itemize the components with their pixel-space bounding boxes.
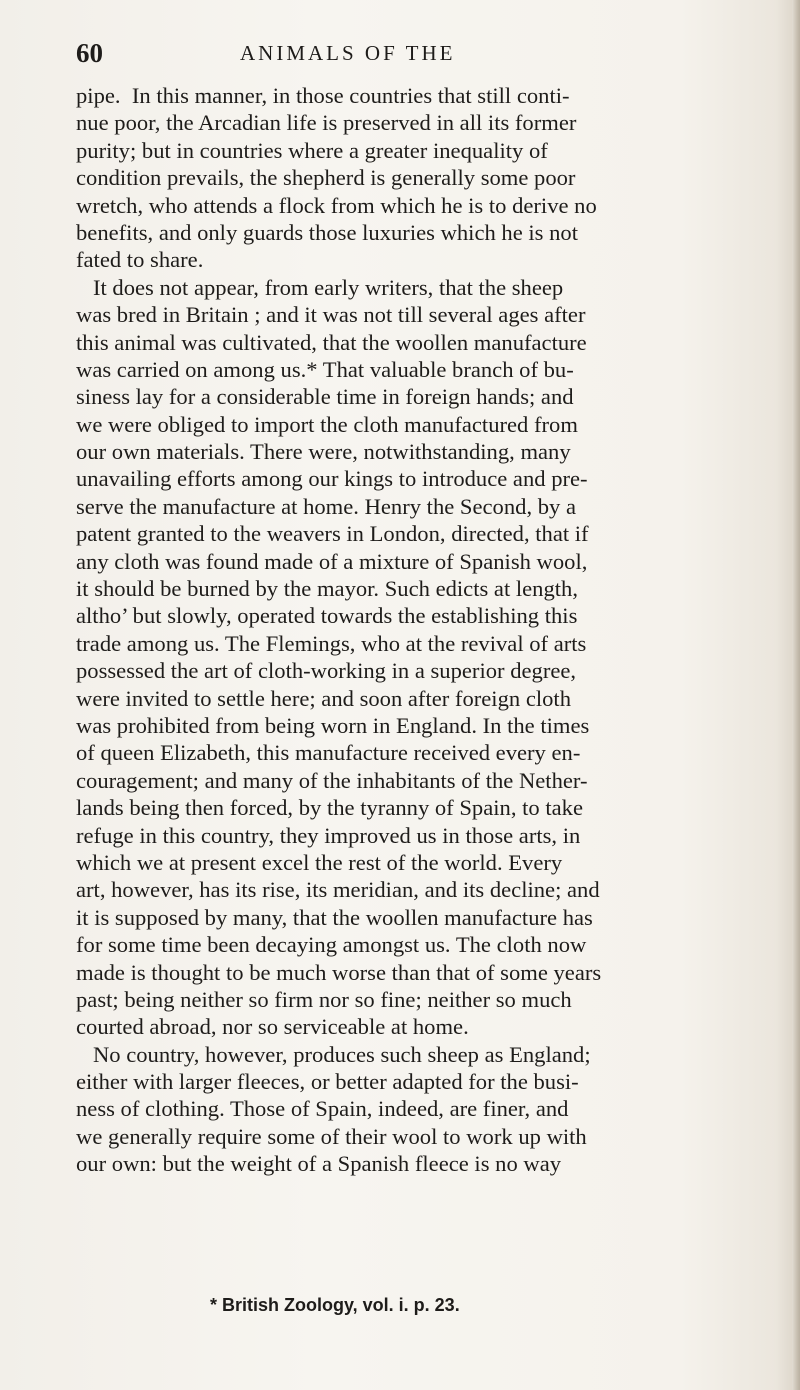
text-line: of queen Elizabeth, this manufacture received every en- <box>76 740 581 766</box>
footnote: * British Zoology, vol. i. p. 23. <box>210 1295 460 1315</box>
text-line: was bred in Britain ; and it was not till several ages after <box>76 302 586 328</box>
text-line: siness lay for a considerable time in foreign hands; and <box>76 384 574 410</box>
body-text <box>76 82 796 1178</box>
text-line: art, however, has its rise, its meridian, and its decline; and <box>76 877 600 903</box>
text-line: condition prevails, the shepherd is generally some poor <box>76 165 576 191</box>
text-line: we were obliged to import the cloth manufactured from <box>76 411 578 437</box>
text-line: ness of clothing. Those of Spain, indeed, are finer, and <box>76 1096 569 1122</box>
text-line: nue poor, the Arcadian life is preserved in all its former <box>76 110 577 136</box>
text-line: our own: but the weight of a Spanish fleece is no way <box>76 1151 562 1177</box>
text-line: for some time been decaying amongst us. The cloth now <box>76 932 587 958</box>
text-line: pipe. In this manner, in those countries that still conti- <box>76 83 570 108</box>
text-line: trade among us. The Flemings, who at the revival of arts <box>76 630 587 656</box>
text-line: was prohibited from being worn in England. In the times <box>76 712 590 738</box>
text-line: unavailing efforts among our kings to introduce and pre- <box>76 466 588 492</box>
text-line: this animal was cultivated, that the woollen manufacture <box>76 329 587 355</box>
text-line: No country, however, produces such sheep as England; <box>76 1041 591 1067</box>
text-line: were invited to settle here; and soon after foreign cloth <box>76 685 571 711</box>
text-line: we generally require some of their wool to work up with <box>76 1123 587 1149</box>
text-line: it should be burned by the mayor. Such edicts at length, <box>76 576 578 602</box>
text-line: was carried on among us.* That valuable branch of bu- <box>76 356 574 382</box>
text-line: patent granted to the weavers in London, directed, that if <box>76 521 589 547</box>
text-line: serve the manufacture at home. Henry the Second, by a <box>76 493 577 519</box>
text-line: courted abroad, nor so serviceable at home. <box>76 1014 469 1040</box>
text-line: wretch, who attends a flock from which he is to derive no <box>76 192 597 218</box>
text-line: purity; but in countries where a greater inequality of <box>76 137 548 163</box>
text-line: altho’ but slowly, operated towards the establishing this <box>76 603 578 629</box>
text-line: past; being neither so firm nor so fine; neither so much <box>76 986 572 1012</box>
text-line: lands being then forced, by the tyranny of Spain, to take <box>76 795 583 821</box>
text-line: refuge in this country, they improved us in those arts, in <box>76 822 581 848</box>
page-number: 60 <box>76 38 103 68</box>
text-line: either with larger fleeces, or better adapted for the busi- <box>76 1069 579 1095</box>
text-line: couragement; and many of the inhabitants of the Nether- <box>76 767 588 793</box>
text-line: benefits, and only guards those luxuries which he is not <box>76 219 578 245</box>
text-line: our own materials. There were, notwithstanding, many <box>76 439 571 465</box>
text-line: fated to share. <box>76 247 204 273</box>
page-header <box>76 38 716 72</box>
page-edge-shadow <box>792 0 800 1390</box>
text-line: any cloth was found made of a mixture of Spanish wool, <box>76 548 588 574</box>
running-head: ANIMALS OF THE <box>240 41 456 65</box>
text-line: It does not appear, from early writers, that the sheep <box>76 274 564 300</box>
text-line: it is supposed by many, that the woollen manufacture has <box>76 904 593 930</box>
text-line: which we at present excel the rest of the world. Every <box>76 849 563 875</box>
text-line: possessed the art of cloth-working in a superior degree, <box>76 658 577 684</box>
text-line: made is thought to be much worse than that of some years <box>76 959 602 985</box>
